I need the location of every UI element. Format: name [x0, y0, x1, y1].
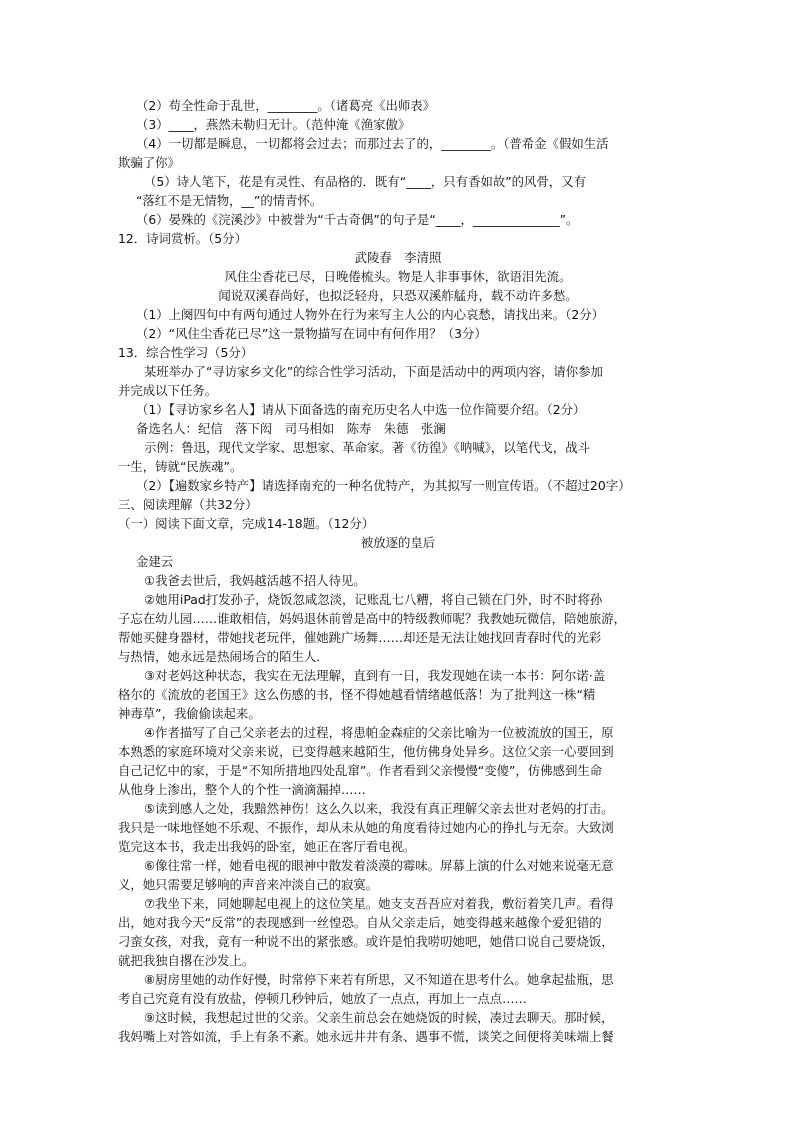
- question-heading: 13．综合性学习（5分）: [118, 345, 254, 360]
- text-line: 一生，铸就“民族魂”。: [118, 459, 243, 474]
- text-line: （5）诗人笔下，花是有灵性、有品格的．既有“____，只有香如故”的风骨，又有: [144, 174, 587, 189]
- poem-line: 闻说双溪春尚好，也拟泛轻舟，只恐双溪舴艋舟，载不动许多愁。: [218, 288, 578, 303]
- paragraph-line: ⑨这时候，我想起过世的父亲。父亲生前总会在她烧饭的时候，凑过去聊天。那时候，: [144, 1010, 614, 1025]
- paragraph-line: 出，她对我今天“反常”的表现感到一丝惶恐。自从父亲走后，她变得越来越像个爱犯错的: [118, 915, 602, 930]
- document-page: [118, 96, 678, 1046]
- paragraph-line: ⑧厨房里她的动作好慢，时常停下来若有所思，又不知道在思考什么。她拿起盐瓶，思: [144, 972, 614, 987]
- paragraph-line: 从他身上渗出，整个人的个性一滴滴漏掉……: [118, 782, 366, 797]
- text-line: 并完成以下任务。: [118, 383, 218, 398]
- paragraph-line: ⑥像往常一样，她看电视的眼神中散发着淡漠的霉味。屏幕上演的什么对她来说毫无意: [144, 858, 614, 873]
- text-line: 某班举办了“寻访家乡文化”的综合性学习活动，下面是活动中的两项内容，请你参加: [144, 364, 603, 379]
- paragraph-line: 本熟悉的家庭环境对父亲来说，已变得越来越陌生，他仿佛身处异乡。这位父亲一心要回到: [118, 744, 614, 759]
- article-title: 被放逐的皇后: [360, 535, 436, 550]
- paragraph-line: 就把我独自撂在沙发上。: [118, 953, 255, 968]
- text-line: “落红不是无情物，__”的情青怀。: [136, 193, 323, 208]
- paragraph-line: ④作者描写了自己父亲老去的过程，将患帕金森症的父亲比喻为一位被流放的国王，原: [144, 725, 614, 740]
- text-line: （2）“风住尘香花已尽”这一景物描写在词中有何作用？（3分）: [136, 326, 487, 341]
- paragraph-line: ②她用iPad打发孙子，烧饭忽咸忽淡，记账乱七八糟，将自己锁在门外，时不时将孙: [144, 592, 603, 607]
- paragraph-line: 自己记忆中的家，于是“不知所措地四处乱窜”。作者看到父亲慢慢“变傻”，仿佛感到生命: [118, 763, 603, 778]
- paragraph-line: 子忘在幼儿园……谁敢相信，妈妈退休前曾是高中的特级教师呢？我教她玩微信，陪她旅游，: [118, 611, 627, 626]
- paragraph-line: 刁蛮女孩，对我，竟有一种说不出的紧张感。或许是怕我唠叨她吧，她借口说自己要烧饭，: [118, 934, 614, 949]
- text-line: （6）晏殊的《浣溪沙》中被誉为“千古奇偶”的句子是“____，______________”。: [136, 212, 579, 227]
- text-line: （2）【遍数家乡特产】请选择南充的一种名优特产，为其拟写一则宣传语。（不超过20字）: [136, 478, 631, 493]
- paragraph-line: ⑦我坐下来，同她聊起电视上的这位笑星。她支支吾吾应对着我，敷衍着笑几声。看得: [144, 896, 614, 911]
- paragraph-line: 览完这本书，我走出我妈的卧室，她正在客厅看电视。: [118, 839, 416, 854]
- text-line: （1）【寻访家乡名人】请从下面备选的南充历史名人中选一位作简要介绍。（2分）: [136, 402, 586, 417]
- poem-title: 武陵春 李清照: [354, 250, 442, 265]
- paragraph-line: 神毒草”，我偷偷读起来。: [118, 706, 261, 721]
- text-line: （2）苟全性命于乱世，________。（诸葛亮《出师表》: [136, 98, 436, 113]
- paragraph-line: ①我爸去世后，我妈越活越不招人待见。: [144, 573, 366, 588]
- paragraph-line: 与热情，她永远是热闹场合的陌生人．: [118, 649, 329, 664]
- question-heading: 12．诗词赏析。（5分）: [118, 231, 247, 246]
- paragraph-line: 格尔的《流放的老国王》这么伤感的书，怪不得她越看情绪越低落！为了批判这一株“精: [118, 687, 596, 702]
- paragraph-line: 义，她只需要足够响的声音来冲淡自己的寂寞。: [118, 877, 379, 892]
- text-line: 备选名人：纪信 落下闳 司马相如 陈寿 朱德 张澜: [136, 421, 446, 436]
- paragraph-line: 考自己究竟有没有放盐，停顿几秒钟后，她放了一点点，再加上一点点……: [118, 991, 527, 1006]
- section-heading: 三、阅读理解（共32分）: [118, 497, 258, 512]
- paragraph-line: ⑤读到感人之处，我黯然神伤！这么久以来，我没有真正理解父亲去世对老妈的打击。: [144, 801, 614, 816]
- text-line: （4）一切都是瞬息，一切都将会过去；而那过去了的，________。（普希金《假如生活: [136, 136, 609, 151]
- text-line: （3）____，燕然未勒归无计。（范仲淹《渔家傲》: [136, 117, 411, 132]
- text-line: 示例：鲁迅，现代文学家、思想家、革命家。著《彷徨》《呐喊》，以笔代戈，战斗: [144, 440, 591, 455]
- article-author: 金建云: [136, 554, 174, 569]
- paragraph-line: 我妈嘴上对答如流，手上有条不紊。她永远井井有条、遇事不慌，谈笑之间便将美味端上餐: [118, 1029, 614, 1044]
- paragraph-line: 帮她买健身器材，带她找老玩伴，催她跳广场舞……却还是无法让她找回青春时代的光彩: [118, 630, 602, 645]
- section-subheading: （一）阅读下面文章，完成14-18题。（12分）: [118, 516, 375, 531]
- paragraph-line: 我只是一味地怪她不乐观、不振作，却从未从她的角度看待过她内心的挣扎与无奈。大致浏: [118, 820, 614, 835]
- text-line: 欺骗了你》: [118, 155, 180, 170]
- paragraph-line: ③对老妈这种状态，我实在无法理解，直到有一日，我发现她在读一本书：阿尔诺·盖: [144, 668, 606, 683]
- poem-line: 风住尘香花已尽，日晚倦梳头。物是人非事事休，欲语泪先流。: [224, 269, 572, 284]
- text-line: （1）上阕四句中有两句通过人物外在行为来写主人公的内心哀愁，请找出来。（2分）: [136, 307, 605, 322]
